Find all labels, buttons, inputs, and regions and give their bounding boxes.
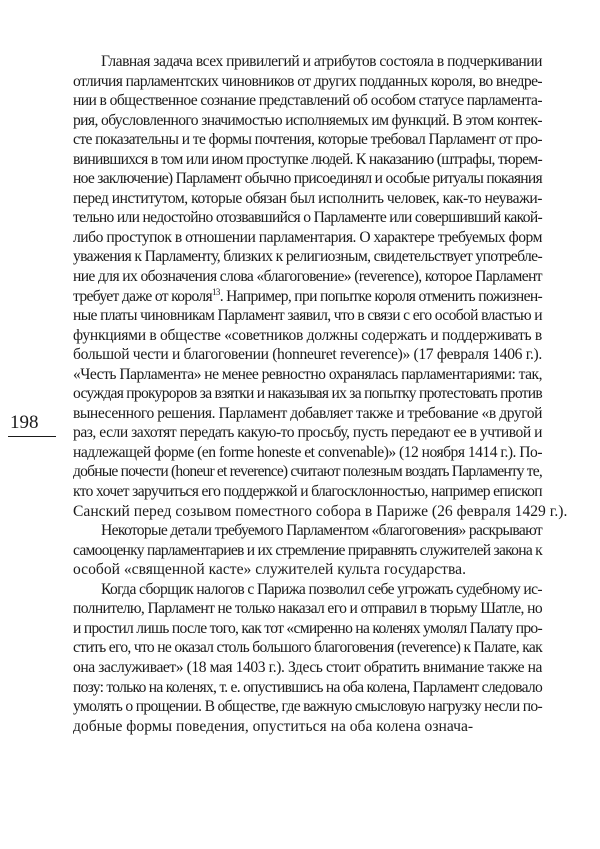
text-line: вынесенного решения. Парламент добавляет также и требование «в другой: [73, 404, 542, 422]
text-line: Санский перед созывом поместного собора в Париже (26 февраля 1429 г.).: [73, 502, 568, 520]
text-line: Главная задача всех привилегий и атрибутов состояла в подчеркивании: [101, 53, 542, 70]
text-line: добные почести (honeur et reverence) считают полезным воздать Парламенту те,: [73, 463, 542, 481]
text-fragment: требует даже от короля: [73, 287, 213, 305]
text-line: «Честь Парламента» не менее ревностно охранялась парламентариями: так,: [73, 365, 542, 383]
text-line: Некоторые детали требуемого Парламентом «благоговения» раскрывают: [101, 522, 542, 540]
text-line: надлежащей форме (en forme honeste et convenable)» (12 ноября 1414 г.). По-: [73, 443, 542, 461]
body-text: [73, 52, 568, 736]
text-line: функциями в обществе «советников должны содержать и поддерживать в: [73, 326, 542, 344]
text-line: самооценку парламентариев и их стремление приравнять служителей закона к: [73, 541, 542, 559]
text-line: ное заключение) Парламент обычно присоединял и особые ритуалы покаяния: [73, 170, 542, 188]
paragraph-2: [73, 521, 542, 580]
page-number: 198: [10, 412, 39, 433]
text-line: либо проступок в отношении парламентария. О характере требуемых форм: [73, 228, 542, 246]
text-line: раз, если захотят передать какую-то просьбу, пусть передают ее в учтивой и: [73, 424, 542, 442]
text-line: большой чести и благоговении (honneuret reverence)» (17 февраля 1406 г.).: [73, 346, 542, 364]
text-line: позу: только на коленях, т. е. опустившись на оба колена, Парламент следовало: [73, 678, 542, 696]
text-line: ние для их обозначения слова «благоговение» (reverence), которое Парламент: [73, 268, 542, 286]
text-line-with-footnote: [73, 287, 542, 307]
text-line: осуждая прокуроров за взятки и наказывая их за попытку протестовать против: [73, 385, 542, 403]
page-number-rule: [8, 436, 56, 437]
text-line: тельно или недостойно отозвавшийся о Парламенте или совершивший какой-: [73, 209, 542, 227]
text-line: умолять о прощении. В обществе, где важную смысловую нагрузку несли по-: [73, 698, 542, 716]
text-line: сте показательны и те формы почтения, которые требовал Парламент от про-: [73, 131, 542, 149]
text-line: стить его, что не оказал столь большого благоговения (reverence) к Палате, как: [73, 639, 542, 657]
text-line: винившихся в том или ином проступке людей. К наказанию (штрафы, тюрем-: [73, 150, 542, 168]
text-line: рия, обусловленного значимостью исполняемых им функций. В этом контек-: [73, 111, 543, 129]
text-line: Когда сборщик налогов с Парижа позволил себе угрожать судебному ис-: [101, 580, 542, 598]
text-line: и простил лишь после того, как тот «смиренно на коленях умолял Палату про-: [73, 619, 542, 637]
text-line: она заслуживает» (18 мая 1403 г.). Здесь стоит обратить внимание также на: [73, 658, 542, 676]
text-line: уважения к Парламенту, близких к религиозным, свидетельствует употребле-: [73, 248, 542, 266]
paragraph-3: [73, 580, 542, 736]
paragraph-1: [73, 52, 568, 521]
footnote-reference[interactable]: 13: [212, 286, 220, 297]
text-fragment: . Например, при попытке короля отменить пожизнен-: [219, 287, 543, 305]
text-line: кто хочет заручиться его поддержкой и благосклонностью, например епископ: [73, 483, 542, 501]
text-line: полнителю, Парламент не только наказал его и отправил в тюрьму Шатле, но: [73, 600, 542, 618]
text-line: добные формы поведения, опуститься на оба колена означа-: [73, 717, 474, 735]
text-line: особой «священной касте» служителей культа государства.: [73, 561, 466, 579]
text-line: ные платы чиновникам Парламент заявил, что в связи с его особой властью и: [73, 307, 542, 325]
text-line: нии в общественное сознание представлений об особом статусе парламента-: [73, 92, 542, 110]
text-line: отличия парламентских чиновников от других подданных короля, во внедре-: [73, 72, 542, 90]
text-line: перед институтом, которые обязан был исполнить человек, как-то неуважи-: [73, 189, 542, 207]
